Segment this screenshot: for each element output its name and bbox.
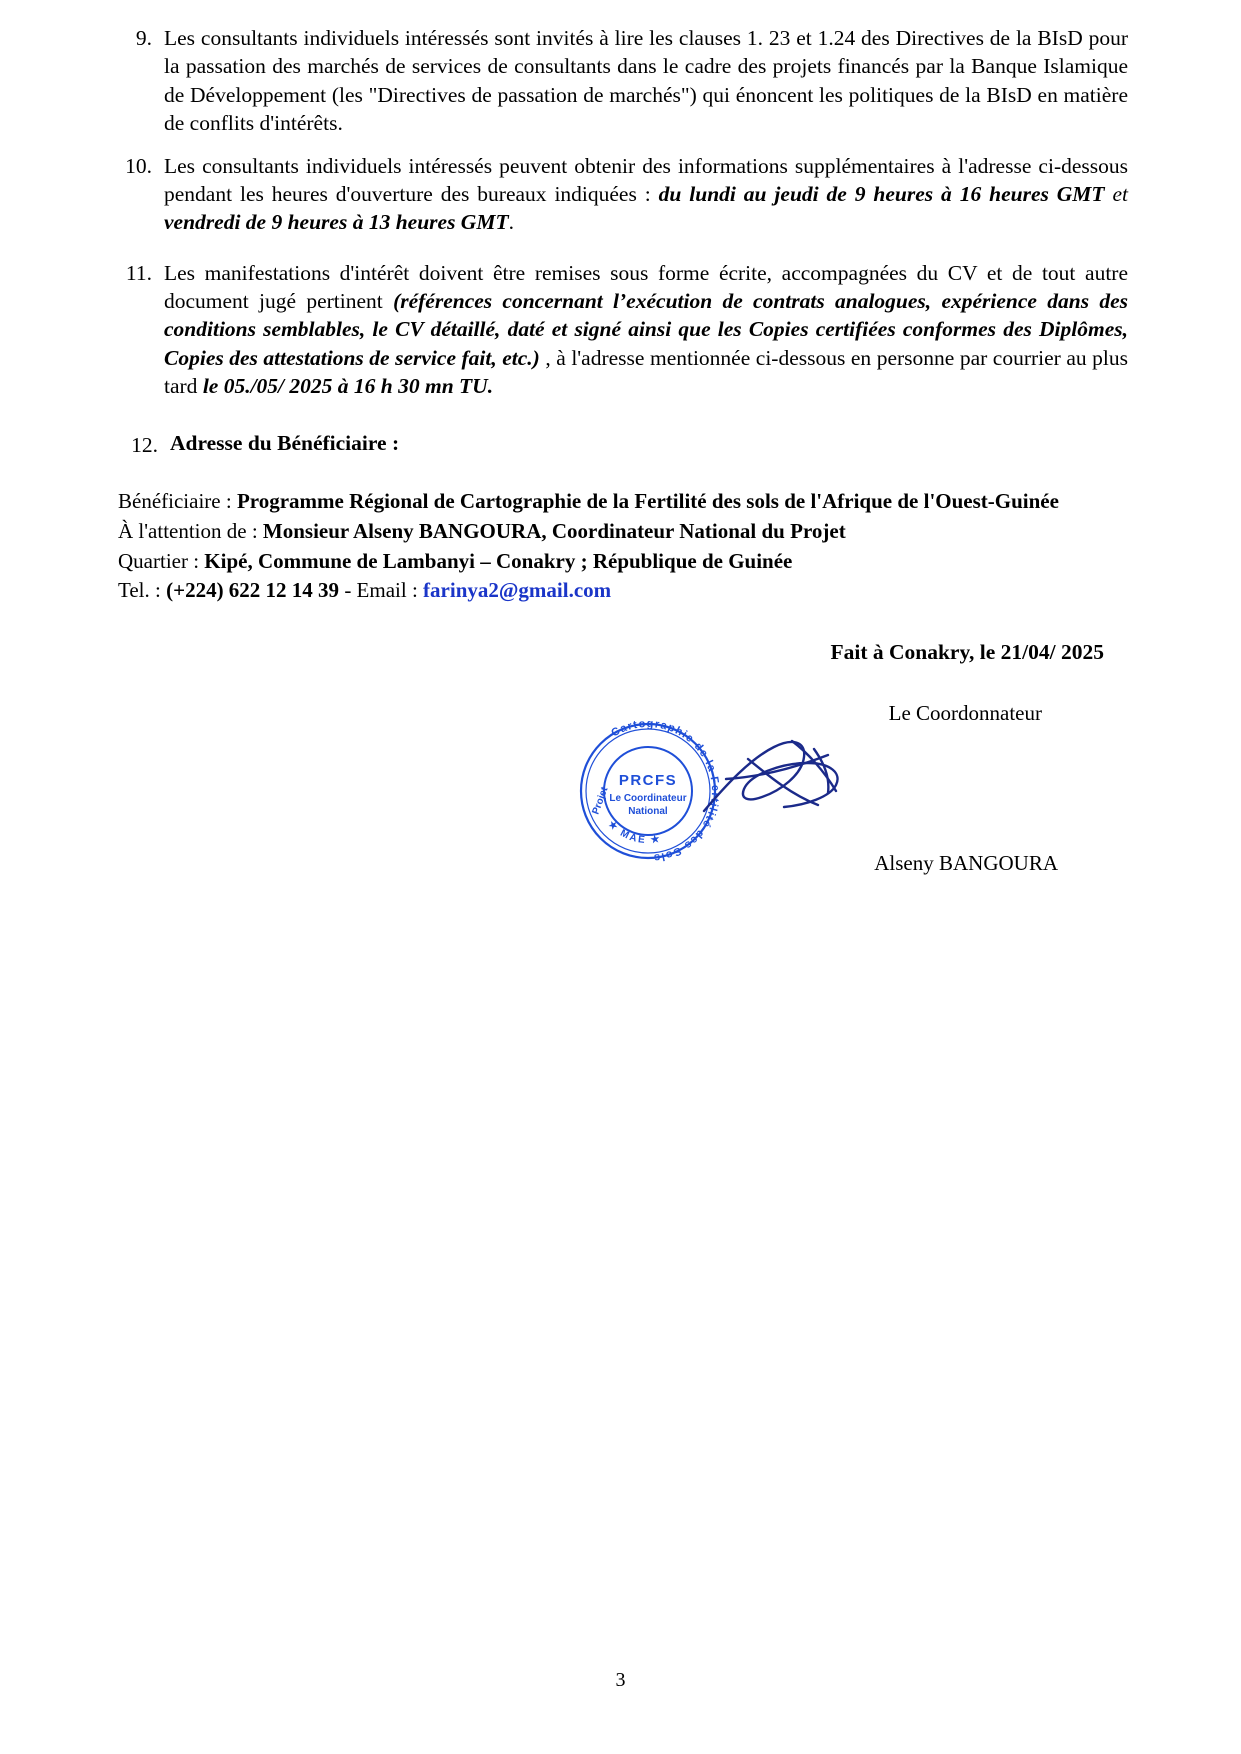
- document-body: [118, 24, 1128, 941]
- beneficiary-line-2: [118, 517, 1128, 547]
- clause-9: [118, 24, 1128, 138]
- clause-9-number: 9.: [135, 26, 152, 50]
- svg-text:★ MAE ★: ★ MAE ★: [605, 818, 663, 847]
- handwritten-signature: [696, 719, 896, 849]
- quartier-label: Quartier :: [118, 548, 205, 573]
- clause-10-number: 10.: [125, 153, 152, 178]
- beneficiary-line-4: [118, 576, 1128, 606]
- clause-10-segment-1: du lundi au jeudi de 9 heures à 16 heures GMT: [658, 181, 1105, 206]
- email-link[interactable]: farinya2@gmail.com: [423, 578, 612, 603]
- signatory-name: Alseny BANGOURA: [874, 851, 1058, 876]
- page-number: 3: [615, 1669, 626, 1691]
- beneficiary-label: Bénéficiaire :: [118, 488, 237, 513]
- clause-10-text: [164, 152, 1128, 237]
- clause-11-segment-2: , à l'adresse mentionnée ci-dessous en personne par courrier au plus tard: [164, 345, 1129, 399]
- clause-11-number: 11.: [125, 260, 152, 285]
- tel-label: Tel. :: [118, 578, 167, 603]
- clause-12-label: Adresse du Bénéficiaire :: [170, 430, 400, 455]
- clause-12-number: 12.: [131, 432, 158, 457]
- beneficiary-line-1: [118, 487, 1128, 517]
- place-and-date: Fait à Conakry, le 21/04/ 2025: [830, 640, 1104, 665]
- email-separator: - Email :: [339, 578, 424, 603]
- clause-10-segment-0: Les consultants individuels intéressés peuvent obtenir des informations supplémentaires à l'adresse ci-dessous pendant les heures d'ouverture des bureaux indiquées :: [164, 153, 1128, 206]
- clause-11: [118, 259, 1128, 401]
- attention-label: À l'attention de :: [118, 518, 263, 543]
- clause-9-segment-0: Les consultants individuels intéressés sont invités à lire les clauses 1. 23 et 1.24 des Directives de la BIsD pour la passation des marchés de services de consultants dans le cadre des projets financés par la Banque Islamique de Développement (les "Directives de passation de marchés") qui énoncent les politiques de la BIsD en matière de conflits d'intérêts.: [164, 26, 1128, 136]
- clause-11-text: [164, 259, 1128, 401]
- svg-text:PRCFS: PRCFS: [618, 772, 678, 790]
- clause-11-segment-1: (références concernant l’exécution de contrats analogues, expérience dans des conditions semblables, le CV détaillé, daté et signé ainsi que les Copies certifiées conformes des Diplômes, Copies des attestations de service fait, etc.): [164, 289, 1128, 370]
- svg-text:Cartographie de la Fertilité d: Cartographie de la Fertilité des Sols: [609, 718, 722, 865]
- clause-10-segment-3: vendredi de 9 heures à 13 heures GMT: [164, 210, 509, 235]
- svg-text:National: National: [628, 806, 668, 818]
- beneficiary-block: [118, 487, 1128, 606]
- coordinator-title: Le Coordonnateur: [888, 701, 1042, 726]
- clause-10-segment-4: .: [508, 210, 514, 235]
- clause-10: [118, 152, 1128, 237]
- clause-11-segment-3: le 05./05/ 2025 à 16 h 30 mn TU.: [202, 374, 494, 399]
- attention-value: Monsieur Alseny BANGOURA, Coordinateur National du Projet: [262, 518, 846, 543]
- signature-area: [118, 691, 1128, 941]
- address-heading: [118, 431, 1128, 459]
- beneficiary-line-3: [118, 547, 1128, 577]
- clause-11-segment-0: Les manifestations d'intérêt doivent être remises sous forme écrite, accompagnées du CV et de tout autre document jugé pertinent: [164, 260, 1128, 313]
- tel-value: (+224) 622 12 14 39: [166, 578, 340, 603]
- svg-text:Le Coordinateur: Le Coordinateur: [609, 793, 687, 805]
- beneficiary-value: Programme Régional de Cartographie de la Fertilité des sols de l'Afrique de l'Ouest-Guinée: [236, 488, 1059, 513]
- quartier-value: Kipé, Commune de Lambanyi – Conakry ; République de Guinée: [204, 548, 793, 573]
- svg-text:Projet: Projet: [590, 785, 611, 817]
- clause-9-text: [164, 24, 1128, 138]
- clause-10-segment-2: et: [1104, 181, 1128, 206]
